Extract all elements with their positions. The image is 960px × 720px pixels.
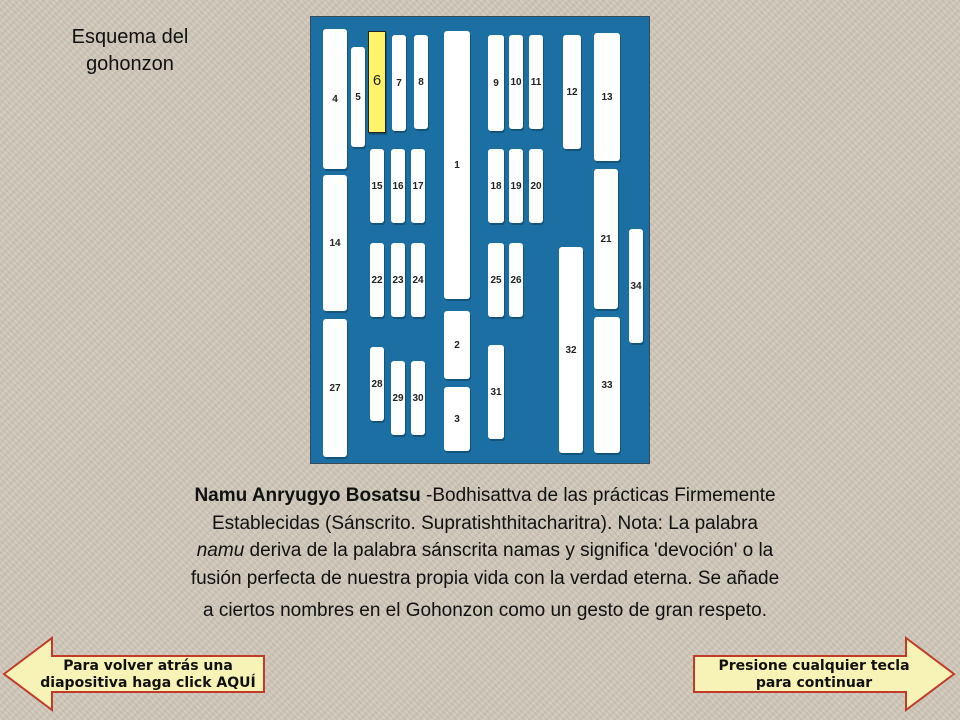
tablet: 4: [323, 29, 347, 169]
tablet: 13: [594, 33, 620, 161]
continue-button-label: [696, 658, 932, 692]
tablet: 30: [411, 361, 425, 435]
continue-arrow-button[interactable]: [690, 636, 960, 712]
tablet: 34: [629, 229, 643, 343]
tablet: 23: [391, 243, 405, 317]
tablet: 17: [411, 149, 425, 223]
back-button-label: [30, 658, 266, 692]
tablet: 26: [509, 243, 523, 317]
slide-title-line1: Esquema del: [71, 26, 189, 48]
tablet: 14: [323, 175, 347, 311]
tablet: 7: [392, 35, 406, 131]
tablet: 31: [488, 345, 504, 439]
slide-title: [30, 24, 230, 78]
slide-title-line2: gohonzon: [86, 53, 174, 75]
tablet: 11: [529, 35, 543, 129]
tablet: 24: [411, 243, 425, 317]
tablet: 2: [444, 311, 470, 379]
tablet: 8: [414, 35, 428, 129]
tablet: 29: [391, 361, 405, 435]
bodhisattva-name: Namu Anryugyo Bosatsu: [194, 485, 421, 506]
tablet: 21: [594, 169, 618, 309]
tablet: 15: [370, 149, 384, 223]
description-line3: deriva de la palabra sánscrita namas y significa 'devoción' o la: [244, 540, 774, 561]
back-label-line2: diapositiva haga click AQUÍ: [40, 675, 256, 691]
tablet: 3: [444, 387, 470, 451]
tablet: 32: [559, 247, 583, 453]
tablet: 1: [444, 31, 470, 299]
tablet-highlighted: 6: [368, 31, 386, 133]
tablet: 10: [509, 35, 523, 129]
tablet: 19: [509, 149, 523, 223]
description-line5: a ciertos nombres en el Gohonzon como un gesto de gran respeto.: [202, 600, 767, 621]
description-line2: Establecidas (Sánscrito. Supratishthitacharitra). Nota: La palabra: [212, 512, 758, 534]
back-arrow-button[interactable]: [0, 636, 270, 712]
tablet: 16: [391, 149, 405, 223]
tablet: 18: [488, 149, 504, 223]
tablet: 22: [370, 243, 384, 317]
tablet: 9: [488, 35, 504, 131]
tablet: 33: [594, 317, 620, 453]
tablet: 27: [323, 319, 347, 457]
next-label-line2: para continuar: [755, 675, 873, 691]
description-line1: -Bodhisattva de las prácticas Firmemente: [420, 485, 776, 506]
tablet: 12: [563, 35, 581, 149]
tablet: 28: [370, 347, 384, 421]
tablet: 5: [351, 47, 365, 147]
description-text: [100, 482, 870, 625]
next-label-line1: Presione cualquier tecla: [718, 658, 910, 674]
tablet: 25: [488, 243, 504, 317]
description-emphasis: namu: [196, 540, 245, 561]
gohonzon-diagram: [310, 16, 650, 464]
back-label-line1: Para volver atrás una: [63, 658, 233, 674]
tablet: 20: [529, 149, 543, 223]
description-line4: fusión perfecta de nuestra propia vida con la verdad eterna. Se añade: [190, 567, 780, 589]
